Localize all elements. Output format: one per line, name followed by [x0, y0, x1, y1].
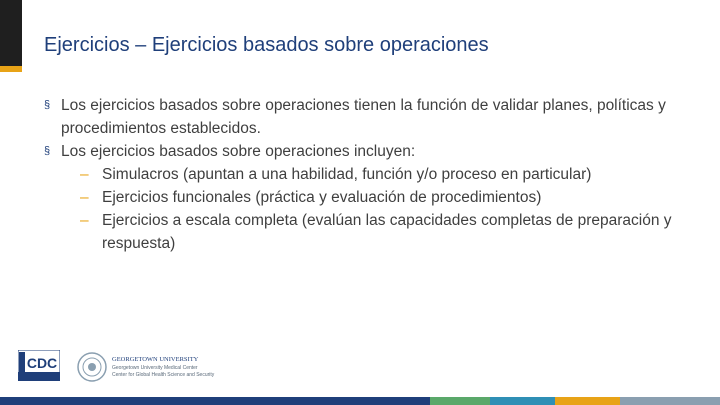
- sub-bullet-text: Ejercicios a escala completa (evalúan las capacidades completas de preparación y respuesta): [102, 212, 672, 252]
- bullet-item: [44, 94, 684, 140]
- footer-stripe-blue: [490, 397, 555, 405]
- footer-stripe-gold: [555, 397, 620, 405]
- footer-stripe-green: [430, 397, 490, 405]
- bullet-item: [44, 140, 684, 163]
- slide-title: Ejercicios – Ejercicios basados sobre operaciones: [44, 34, 489, 56]
- sub-bullet-marker: –: [80, 212, 89, 229]
- sub-bullet-marker: –: [80, 166, 89, 183]
- bullet-text: Los ejercicios basados sobre operaciones tienen la función de validar planes, políticas y procedimientos establecidos.: [61, 97, 666, 137]
- bullet-marker: §: [44, 99, 51, 111]
- title-bar-decoration: [0, 0, 22, 66]
- title-bar-accent: [0, 66, 22, 72]
- sub-bullet-item: [44, 209, 684, 255]
- georgetown-logo: [76, 350, 256, 384]
- footer-stripe-gray: [620, 397, 720, 405]
- georgetown-line-2: Georgetown University Medical Center: [112, 365, 198, 371]
- sub-bullet-text: Simulacros (apuntan a una habilidad, función y/o proceso en particular): [102, 166, 592, 183]
- bullet-marker: §: [44, 145, 51, 157]
- sub-bullet-text: Ejercicios funcionales (práctica y evaluación de procedimientos): [102, 189, 542, 206]
- sub-bullet-marker: –: [80, 189, 89, 206]
- slide-body: [44, 94, 684, 255]
- sub-bullet-item: [44, 186, 684, 209]
- cdc-logo: [18, 350, 60, 381]
- bullet-text: Los ejercicios basados sobre operaciones incluyen:: [61, 143, 416, 160]
- cdc-logo-text: CDC: [26, 355, 58, 371]
- footer-color-stripes: [0, 397, 720, 405]
- georgetown-line-3: Center for Global Health Science and Security: [112, 372, 215, 378]
- georgetown-name: GEORGETOWN UNIVERSITY: [112, 356, 199, 363]
- footer-stripe-navy: [0, 397, 430, 405]
- sub-bullet-item: [44, 163, 684, 186]
